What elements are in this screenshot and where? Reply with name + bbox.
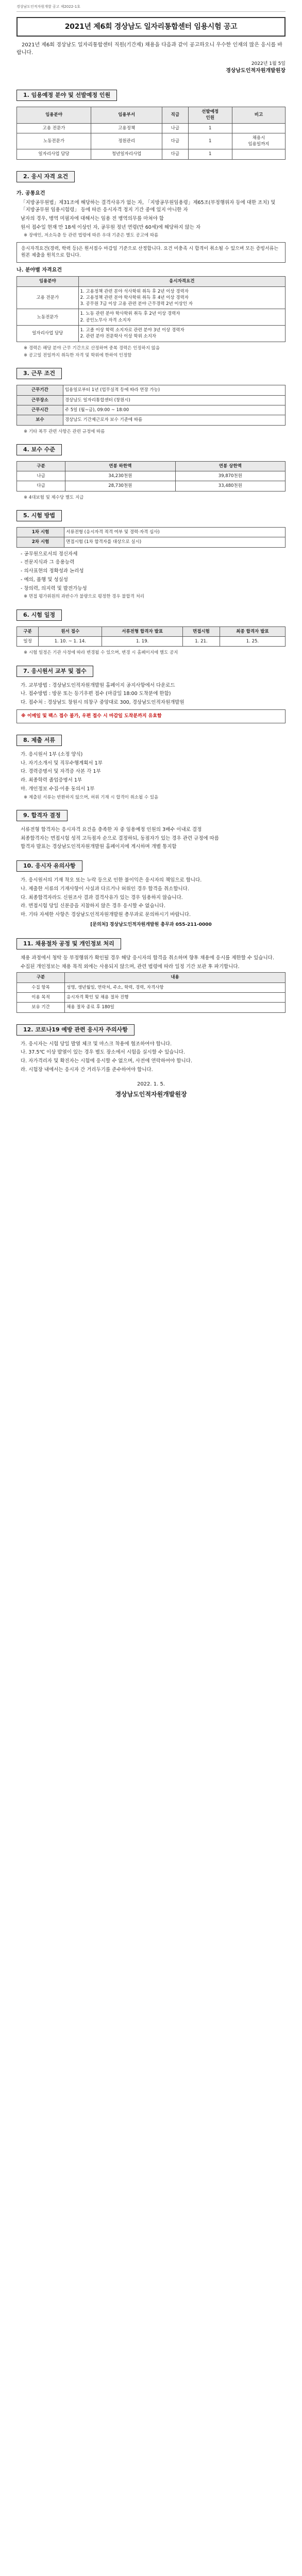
- common-req-heading: 가. 공통요건: [16, 190, 45, 196]
- table-cell: 노동전문가: [17, 309, 79, 326]
- table-cell: 1. 10. ~ 1. 14.: [39, 636, 102, 646]
- field-req-heading: 나. 분야별 자격요건: [16, 267, 62, 273]
- pass-rule-3: 합격자 발표는 경상남도인적자원개발원 홈페이지에 게시하며 개별 통지함: [21, 844, 177, 850]
- applicant-notices: [16, 877, 286, 919]
- list-item: 다. 최종합격자라도 신원조사 결과 결격사유가 있는 경우 임용하지 않습니다.: [21, 894, 183, 901]
- table-cell: 1. 25.: [220, 636, 285, 646]
- table-row: [17, 415, 286, 425]
- table-row: [17, 326, 286, 342]
- table-header: 구분: [17, 973, 65, 982]
- table-cell: 주 5일 (월~금), 09:00 ~ 18:00: [63, 405, 285, 415]
- page-title: 2021년 제6회 경상남도 일자리통합센터 임용시험 공고: [16, 17, 286, 37]
- table-header: 임용분야: [17, 277, 79, 286]
- interview-criteria: [16, 551, 286, 592]
- table-cell: 39,870천원: [175, 471, 285, 481]
- table-cell: 정원관리: [91, 133, 162, 149]
- table-cell: 1. 고졸 이상 학력 소지자로 관련 분야 3년 이상 경력자 2. 관련 분야 전문학사 이상 학위 소지자: [78, 326, 285, 342]
- list-item: 가. 응시자는 시험 당일 발열 체크 및 마스크 착용에 협조하여야 합니다.: [21, 1041, 172, 1047]
- qual-note-1: ※ 경력은 해당 분야 근무 기간으로 산정하며 중복 경력은 인정하지 않음: [24, 345, 160, 351]
- announce-org: 경상남도인적자원개발원장: [226, 68, 286, 74]
- list-item: 나. 자기소개서 및 직무수행계획서 1부: [21, 760, 103, 766]
- table-cell: 면접시험 (1차 합격자를 대상으로 실시): [64, 537, 286, 547]
- final-date: 2022. 1. 5.: [137, 1081, 165, 1087]
- table-cell: 임용일로부터 1년 (업무실적 등에 따라 연장 가능): [63, 385, 285, 395]
- table-header: 구분: [17, 626, 39, 636]
- list-item: 다. 경력증명서 및 자격증 사본 각 1부: [21, 769, 101, 775]
- table-cell: 근무장소: [17, 395, 63, 405]
- application-warning: ※ 이메일 및 팩스 접수 불가, 우편 접수 시 마감일 도착분까지 유효함: [16, 709, 286, 723]
- list-item: 라. 면접시험 당일 신분증을 지참하지 않은 경우 응시할 수 없습니다.: [21, 903, 165, 909]
- section-3-title: 3. 근무 조건: [16, 368, 62, 379]
- list-item: 가. 응시원서의 기재 착오 또는 누락 등으로 인한 불이익은 응시자의 책임으로 합니다.: [21, 877, 202, 884]
- table-cell: 다급: [162, 149, 188, 159]
- table-cell: 고용 전문가: [17, 286, 79, 309]
- list-item: 라. 최종학력 졸업증명서 1부: [21, 777, 82, 784]
- table-header: 서류전형 합격자 발표: [102, 626, 183, 636]
- list-item: - 공무원으로서의 정신자세: [21, 551, 78, 557]
- documents-list: [16, 751, 286, 793]
- list-item: - 전문지식과 그 응용능력: [21, 560, 75, 566]
- table-cell: 채용 절차 종료 후 180일: [65, 1003, 286, 1012]
- table-row: [17, 636, 286, 646]
- table-cell: 다급: [162, 133, 188, 149]
- qual-note-2: ※ 공고일 전일까지 취득한 자격 및 학위에 한하여 인정함: [24, 353, 132, 359]
- final-signature: 경상남도인적자원개발원장: [115, 1091, 187, 1098]
- table-cell: 나급: [17, 471, 65, 481]
- table-row: [17, 993, 286, 1003]
- pass-rule-1: 서류전형 합격자는 응시자격 요건을 충족한 자 중 임용예정 인원의 3배수 이내로 결정: [21, 826, 202, 833]
- table-header: 구분: [17, 461, 65, 471]
- table-cell: 1. 21.: [182, 636, 220, 646]
- table-cell: 노동전문가: [17, 133, 91, 149]
- table-cell: 응시자격 확인 및 채용 절차 진행: [65, 993, 286, 1003]
- table-header: 선발예정 인원: [188, 107, 232, 123]
- section-12-title: 12. 코로나19 예방 관련 응시자 주의사항: [16, 1024, 135, 1036]
- section-5-title: 5. 시험 방법: [16, 510, 62, 521]
- exam-method-table: [16, 527, 286, 548]
- table-cell: 일정: [17, 636, 39, 646]
- table-row: [17, 123, 286, 133]
- privacy-table: [16, 972, 286, 1012]
- table-cell: [232, 149, 285, 159]
- table-header: 연봉 하한액: [65, 461, 175, 471]
- table-cell: 이용 목적: [17, 993, 65, 1003]
- table-cell: 수집 항목: [17, 982, 65, 992]
- table-cell: 보유 기간: [17, 1003, 65, 1012]
- table-cell: 33,480천원: [175, 481, 285, 491]
- intro-text: 2021년 제6회 경상남도 일자리통합센터 직원(기간제) 채용을 다음과 같이 공고하오니 우수한 인재의 많은 응시를 바랍니다.: [16, 42, 282, 56]
- qualification-table: [16, 276, 286, 342]
- table-cell: 보수: [17, 415, 63, 425]
- salary-note: ※ 4대보험 및 제수당 별도 지급: [24, 495, 84, 500]
- common-req-1: 「지방공무원법」제31조에 해당하는 결격사유가 없는 자, 「지방공무원임용령」제65조(부정행위자 등에 대한 조치) 및 「지방공무원 임용시험령」 등에 따른 응시자격 정지 기간 중에 있지 아니한 자: [21, 200, 276, 213]
- req-notice-box: 응시자격요건(경력, 학력 등)은 원서접수 마감일 기준으로 산정합니다. 요건 미충족 시 합격이 취소될 수 있으며 모든 증빙서류는 원본 제출을 원칙으로 합니다.: [16, 242, 286, 263]
- table-header: 응시자격요건: [78, 277, 285, 286]
- common-req-2: 남자의 경우, 병역 미필자에 대해서는 임용 전 병역의무를 마쳐야 함: [21, 215, 164, 222]
- table-cell: 고용 전문가: [17, 123, 91, 133]
- common-req-note: ※ 장애인, 저소득층 등 관련 법령에 따른 우대 기준은 별도 공고에 따름: [24, 233, 159, 239]
- application-steps: [16, 682, 286, 706]
- table-cell: 일자리사업 담당: [17, 326, 79, 342]
- table-cell: 근무기간: [17, 385, 63, 395]
- table-row: [17, 471, 286, 481]
- table-row: [17, 286, 286, 309]
- table-row: [17, 395, 286, 405]
- table-cell: 1. 노동 관련 분야 학사학위 취득 후 2년 이상 경력자 2. 공인노무사 자격 소지자: [78, 309, 285, 326]
- list-item: - 의사표현의 정확성과 논리성: [21, 568, 84, 574]
- table-cell: 다급: [17, 481, 65, 491]
- section-11-title: 11. 채용절차 공정 및 개인정보 처리: [16, 938, 121, 950]
- table-header: 내용: [65, 973, 286, 982]
- exam-note: ※ 면접 평가위원의 과반수가 불량으로 평정한 경우 불합격 처리: [24, 594, 145, 600]
- section-6-title: 6. 시험 일정: [16, 609, 62, 621]
- section-7-title: 7. 응시원서 교부 및 접수: [16, 666, 93, 677]
- list-item: - 예의, 품행 및 성실성: [21, 577, 68, 583]
- table-row: [17, 982, 286, 992]
- covid-notices: [16, 1041, 286, 1074]
- table-cell: 성명, 생년월일, 연락처, 주소, 학력, 경력, 자격사항: [65, 982, 286, 992]
- table-row: [17, 537, 286, 547]
- table-header: 원서 접수: [39, 626, 102, 636]
- table-row: [17, 149, 286, 159]
- list-item: 나. 접수방법 : 방문 또는 등기우편 접수 (마감일 18:00 도착분에 한함): [21, 691, 171, 697]
- fairness-text: 채용 과정에서 청탁 등 부정행위가 확인될 경우 해당 응시자의 합격을 취소하며 향후 채용에 응시를 제한할 수 있습니다.: [21, 955, 274, 961]
- table-cell: 1: [188, 123, 232, 133]
- table-cell: 근무시간: [17, 405, 63, 415]
- table-row: [17, 405, 286, 415]
- announcement-page: [0, 0, 302, 1120]
- table-header: 임용부서: [91, 107, 162, 123]
- table-header: 직급: [162, 107, 188, 123]
- section-4-title: 4. 보수 수준: [16, 444, 62, 455]
- schedule-note: ※ 시험 일정은 기관 사정에 따라 변경될 수 있으며, 변경 시 홈페이지에 별도 공지: [24, 650, 178, 656]
- table-cell: 일자리사업 담당: [17, 149, 91, 159]
- table-header: 임용분야: [17, 107, 91, 123]
- salary-table: [16, 461, 286, 492]
- table-cell: 1: [188, 133, 232, 149]
- list-item: 마. 기타 자세한 사항은 경상남도인적자원개발원 총무과로 문의하시기 바랍니다.: [21, 912, 191, 918]
- list-item: 다. 자가격리자 및 확진자는 시험에 응시할 수 없으며, 사전에 연락하여야 합니다.: [21, 1058, 192, 1064]
- list-item: 다. 접수처 : 경상남도 창원시 의창구 중앙대로 300, 경상남도인적자원개발원: [21, 700, 184, 706]
- doc-number: 경상남도인적자원개발 공고 제2022-1호: [16, 4, 286, 12]
- section-9-title: 9. 합격자 결정: [16, 810, 68, 821]
- table-cell: 경상남도 일자리통합센터 (창원시): [63, 395, 285, 405]
- list-item: 라. 시험장 내에서는 응시자 간 거리두기를 준수하여야 합니다.: [21, 1066, 153, 1073]
- table-header: 면접시험: [182, 626, 220, 636]
- table-cell: 2차 시험: [17, 537, 64, 547]
- pass-rule-2: 최종합격자는 면접시험 성적 고득점자 순으로 결정하되, 동점자가 있는 경우 관련 규정에 따름: [21, 835, 219, 841]
- table-cell: 고용정책: [91, 123, 162, 133]
- table-row: [17, 309, 286, 326]
- schedule-table: [16, 626, 286, 647]
- positions-table: [16, 107, 286, 160]
- table-cell: 1. 19.: [102, 636, 183, 646]
- table-cell: 28,730천원: [65, 481, 175, 491]
- table-cell: 1. 고용정책 관련 분야 석사학위 취득 후 2년 이상 경력자 2. 고용정책 관련 분야 학사학위 취득 후 4년 이상 경력자 3. 공무원 7급 이상 고용 관련 분야 근무경력 2년 이상인 자: [78, 286, 285, 309]
- common-req-3: 원서 접수일 현재 만 18세 이상인 자, 공무원 정년 연령(만 60세)에 해당하지 않는 자: [21, 224, 201, 230]
- table-row: [17, 133, 286, 149]
- privacy-text: 수집된 개인정보는 채용 목적 외에는 사용되지 않으며, 관련 법령에 따라 일정 기간 보관 후 파기합니다.: [21, 963, 240, 970]
- table-header: 비고: [232, 107, 285, 123]
- work-conditions-table: [16, 385, 286, 425]
- table-row: [17, 481, 286, 491]
- table-cell: [232, 123, 285, 133]
- table-row: [17, 385, 286, 395]
- list-item: 마. 개인정보 수집·이용 동의서 1부: [21, 786, 95, 792]
- documents-note: ※ 제출된 서류는 반환하지 않으며, 허위 기재 시 합격이 취소될 수 있음: [24, 794, 159, 800]
- table-cell: 채용시 임용일까지: [232, 133, 285, 149]
- table-cell: 청년일자리사업: [91, 149, 162, 159]
- list-item: 나. 제출한 서류의 기재사항이 사실과 다르거나 허위인 경우 합격을 취소합니다.: [21, 886, 189, 892]
- table-header: 최종 합격자 발표: [220, 626, 285, 636]
- table-row: [17, 527, 286, 537]
- list-item: 가. 응시원서 1부 (소정 양식): [21, 751, 83, 757]
- table-cell: 34,230천원: [65, 471, 175, 481]
- contact-info: [문의처] 경상남도인적자원개발원 총무과 055-211-0000: [90, 922, 212, 927]
- list-item: 가. 교부방법 : 경상남도인적자원개발원 홈페이지 공지사항에서 다운로드: [21, 682, 175, 688]
- work-note: ※ 기타 복무 관련 사항은 관련 규정에 따름: [24, 429, 105, 434]
- table-cell: 1: [188, 149, 232, 159]
- section-1-title: 1. 임용예정 분야 및 선발예정 인원: [16, 90, 117, 101]
- section-8-title: 8. 제출 서류: [16, 735, 62, 746]
- section-2-title: 2. 응시 자격 요건: [16, 171, 75, 182]
- list-item: - 창의력, 의지력 및 발전가능성: [21, 585, 87, 591]
- table-row: [17, 1003, 286, 1012]
- section-10-title: 10. 응시자 유의사항: [16, 860, 82, 872]
- table-header: 연봉 상한액: [175, 461, 285, 471]
- table-cell: 서류전형 (응시자격 적격 여부 및 경력·자격 심사): [64, 527, 286, 537]
- table-cell: 경상남도 기간제근로자 보수 기준에 따름: [63, 415, 285, 425]
- announce-date: 2022년 1월 5일: [251, 61, 286, 67]
- list-item: 나. 37.5℃ 이상 발열이 있는 경우 별도 장소에서 시험을 실시할 수 있습니다.: [21, 1049, 185, 1056]
- table-cell: 1차 시험: [17, 527, 64, 537]
- table-cell: 나급: [162, 123, 188, 133]
